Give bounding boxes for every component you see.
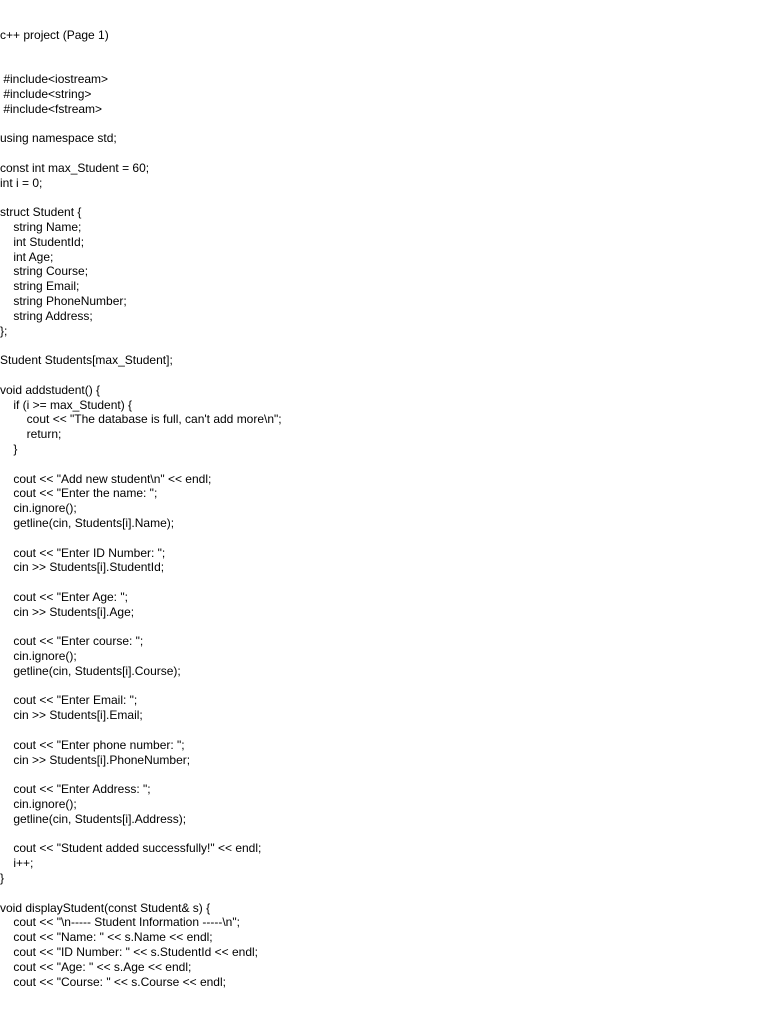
code-line <box>0 190 282 205</box>
code-line: cin.ignore(); <box>0 501 77 516</box>
code-line: i++; <box>0 856 34 871</box>
code-line: getline(cin, Students[i].Address); <box>0 811 187 826</box>
code-line <box>0 368 282 383</box>
code-line <box>0 619 282 634</box>
code-line: cout << "\n----- Student Information -----\n"; <box>0 915 240 930</box>
code-line: cout << "Enter course: "; <box>0 634 144 649</box>
code-line: void addstudent() { <box>0 382 101 397</box>
code-line: } <box>0 441 18 456</box>
code-line <box>0 338 282 353</box>
code-line: if (i >= max_Student) { <box>0 397 133 412</box>
code-line: string Name; <box>0 219 82 234</box>
code-line: cin.ignore(); <box>0 649 77 664</box>
code-line: getline(cin, Students[i].Name); <box>0 515 175 530</box>
code-line: cout << "Enter the name: "; <box>0 486 158 501</box>
code-line: cin >> Students[i].StudentId; <box>0 560 165 575</box>
code-line: cout << "Course: " << s.Course << endl; <box>0 974 226 989</box>
code-line: return; <box>0 427 62 442</box>
code-line: string Course; <box>0 264 89 279</box>
code-line: int Age; <box>0 249 54 264</box>
code-line: cout << "ID Number: " << s.StudentId << endl; <box>0 945 258 960</box>
code-line: cin.ignore(); <box>0 797 77 812</box>
code-line: void displayStudent(const Student& s) { <box>0 900 211 915</box>
code-line: string Email; <box>0 279 80 294</box>
page-title: c++ project (Page 1) <box>0 28 109 42</box>
code-line: #include<iostream> <box>0 72 109 86</box>
code-line: string Address; <box>0 308 93 323</box>
code-line: int StudentId; <box>0 234 85 249</box>
code-line <box>0 575 282 590</box>
code-line: cin >> Students[i].Email; <box>0 708 143 723</box>
code-line: #include<string> <box>0 86 92 101</box>
code-line <box>0 116 282 131</box>
code-line: cout << "Age: " << s.Age << endl; <box>0 959 192 974</box>
code-line: getline(cin, Students[i].Course); <box>0 663 181 678</box>
code-line: Student Students[max_Student]; <box>0 353 173 368</box>
code-line: cout << "Add new student\n" << endl; <box>0 471 212 486</box>
code-line: cout << "Name: " << s.Name << endl; <box>0 930 213 945</box>
code-line: cout << "Enter Age: "; <box>0 589 128 604</box>
code-line <box>0 767 282 782</box>
code-line <box>0 827 282 842</box>
code-line <box>0 886 282 901</box>
code-line: cin >> Students[i].Age; <box>0 604 135 619</box>
code-line: cout << "Enter Email: "; <box>0 693 138 708</box>
code-line: cout << "Enter Address: "; <box>0 782 151 797</box>
code-line: using namespace std; <box>0 131 117 146</box>
code-line: cout << "Enter ID Number: "; <box>0 545 166 560</box>
code-line: cout << "Enter phone number: "; <box>0 737 185 752</box>
code-line: int i = 0; <box>0 175 43 190</box>
code-line: #include<fstream> <box>0 101 103 116</box>
code-line: cout << "The database is full, can't add more\n"; <box>0 412 282 427</box>
code-line <box>0 531 282 546</box>
code-line <box>0 146 282 161</box>
code-line <box>0 723 282 738</box>
code-line <box>0 457 282 472</box>
code-line: string PhoneNumber; <box>0 293 127 308</box>
code-line: } <box>0 871 5 886</box>
code-line: cin >> Students[i].PhoneNumber; <box>0 752 191 767</box>
code-line <box>0 679 282 694</box>
code-line: }; <box>0 323 8 338</box>
code-block <box>0 72 282 989</box>
code-line: struct Student { <box>0 205 82 220</box>
code-line: cout << "Student added successfully!" << endl; <box>0 841 262 856</box>
code-line: const int max_Student = 60; <box>0 160 150 175</box>
